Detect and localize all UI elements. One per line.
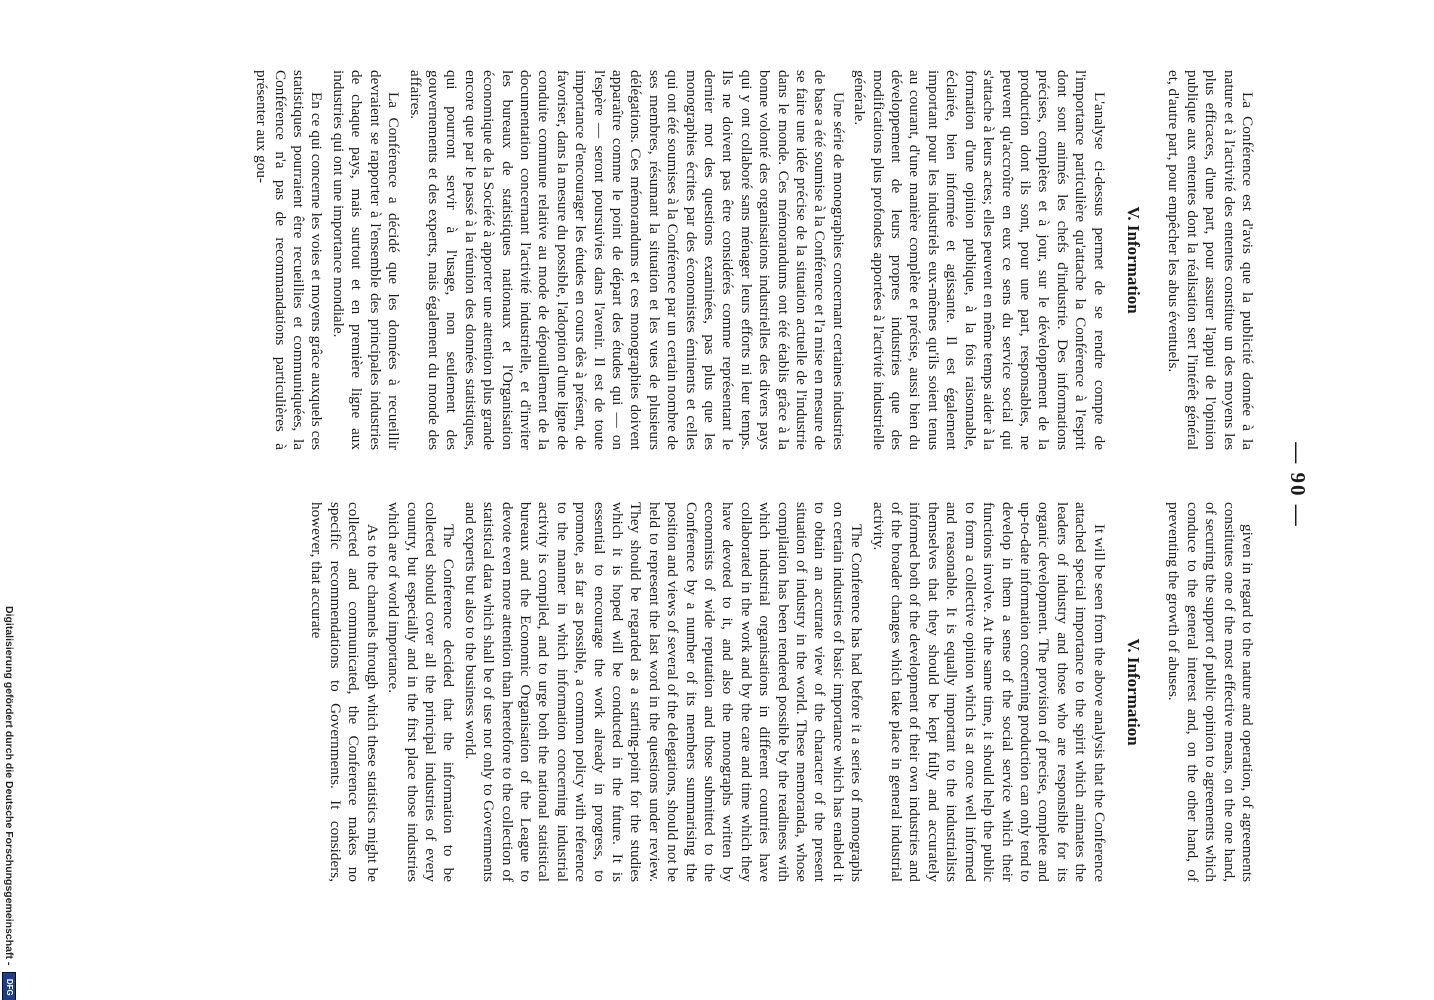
english-column bbox=[304, 502, 1256, 882]
french-paragraph: L'analyse ci-dessus permet de se rendre compte de l'importance particulière qu'attache la Conférence à l'esprit dont sont animés les chefs d'industrie. Des informations précises, complètes et à jour, sur le développement de la production dont ils sont, pour une part, responsables, ne peuvent qu'accroître en eux ce sens du service social qui s'attache à leurs actes; elles peuvent en même temps aider à la formation d'une opinion publique, à la fois raisonnable, éclairée, bien informée et agissante. Il est également important pour les industriels eux-mêmes qu'ils soient tenus au courant, d'une manière complète et précise, aussi bien du développement de leurs propres industries que des modifications plus profondes apportées à l'activité industrielle générale. bbox=[851, 70, 1108, 450]
english-paragraph: The Conference decided that the information to be collected should cover all the principal industries of every country, but especially and in the first place those industries which are of world importance. bbox=[385, 502, 458, 882]
page-number: — 90 — bbox=[1286, 442, 1310, 528]
french-column bbox=[249, 70, 1256, 450]
document-page bbox=[120, 70, 1310, 900]
digitization-footer bbox=[2, 606, 16, 1000]
french-paragraph: La Conférence a décidé que les données à recueillir devraient se rapporter à l'ensemble des principales industries de chaque pays, mais surtout et en première ligne aux industries qui ont une importance mondiale. bbox=[329, 70, 403, 450]
footer-credit-text: Digitalisierung gefördert durch die Deutsche Forschungsgemeinschaft - bbox=[3, 606, 15, 966]
dfg-logo: DFG bbox=[2, 972, 16, 1000]
english-intro-paragraph: given in regard to the nature and operation, of agreements constitutes one of the most effective means, on the one hand, of securing the support of public opinion to agreements which conduce to the general interest and, on the other hand, of preventing the growth of abuses. bbox=[1165, 502, 1256, 882]
french-paragraph: En ce qui concerne les voies et moyens grâce auxquels ces statistiques pourraient être recueillies et communiquées, la Conférence n'a pas de recommandations particulières à présenter aux gou- bbox=[253, 70, 326, 450]
french-paragraph: Une série de monographies concernant certaines industries de base a été soumise à la Conférence et l'a mise en mesure de se faire une idée précise de la situation actuelle de l'industrie dans le monde. Ces mémorandums ont été établis grâce à la bonne volonté des organisations industrielles des divers pays qui y ont collaboré sans ménager leurs efforts ni leur temps. Ils ne doivent pas être considérés comme représentant le dernier mot des questions examinées, pas plus que les monographies écrites par des économistes éminents et celles qui ont été soumises à la Conférence par un certain nombre de ses membres, résumant la situation et les vues de plusieurs délégations. Ces mémorandums et ces monographies doivent apparaître comme le point de départ des études qui — on l'espère — seront poursuivies dans l'avenir. Il est de toute importance d'encourager les études en cours dès à présent, de favoriser, dans la mesure du possible, l'adoption d'une ligne de conduite commune relative au mode de dépouillement de la documentation concernant l'activité industrielle, et d'inviter les bureaux de statistiques nationaux et l'Organisation économique de la Société à apporter une attention plus grande encore que par le passé à la réunion des données statistiques, qui pourront servir à l'usage, non seulement des gouvernements et des experts, mais également du monde des affaires. bbox=[406, 70, 847, 450]
english-paragraph: As to the channels through which these statistics might be collected and communicated, the Conference makes no specific recommendations to Governments. It considers, however, that accurate bbox=[308, 502, 381, 882]
french-intro-paragraph: La Conférence est d'avis que la publicité donnée à la nature et à l'activité des ententes constitue un des moyens les plus efficaces, d'une part, pour assurer l'appui de l'opinion publique aux ententes dont la réalisation sert l'intérêt général et, d'autre part, pour empêcher les abus éventuels. bbox=[1165, 70, 1256, 450]
english-paragraph: The Conference has had before it a series of monographs on certain industries of basic importance which has enabled it to obtain an accurate view of the character of the present situation of industry in the world. These memoranda, whose compilation has been rendered possible by the readiness with which industrial organisations in different countries have collaborated in the work and by the care and time which they have devoted to it, and also the monographs written by economists of wide reputation and those submitted to the Conference by a number of its members summarising the position and views of several of the delegations, should not be held to represent the last word in the questions under review. They should be regarded as a starting-point for the studies which it is hoped will be conducted in the future. It is essential to encourage the work already in progress, to promote, as far as possible, a common policy with reference to the manner in which information concerning industrial activity is compiled, and to urge both the national statistical bureaux and the Economic Organisation of the League to devote even more attention than heretofore to the collection of statistical data which shall be of use not only to Governments and experts but also to the business world. bbox=[461, 502, 866, 882]
english-section-heading: V. Information bbox=[1123, 638, 1143, 746]
english-paragraph: It will be seen from the above analysis that the Conference attached special importance to the spirit which animates the leaders of industry and those who are responsible for its organic development. The provision of precise, complete and up-to-date information concerning production can only tend to develop in them a sense of the social service which their functions involve. At the same time, it should help the public to form a collective opinion which is at once well informed and reasonable. It is equally important to the industrialists themselves that they should be kept fully and accurately informed both of the development of their own industries and of the broader changes which take place in general industrial activity. bbox=[869, 502, 1108, 882]
french-section-heading: V. Information bbox=[1123, 206, 1143, 314]
